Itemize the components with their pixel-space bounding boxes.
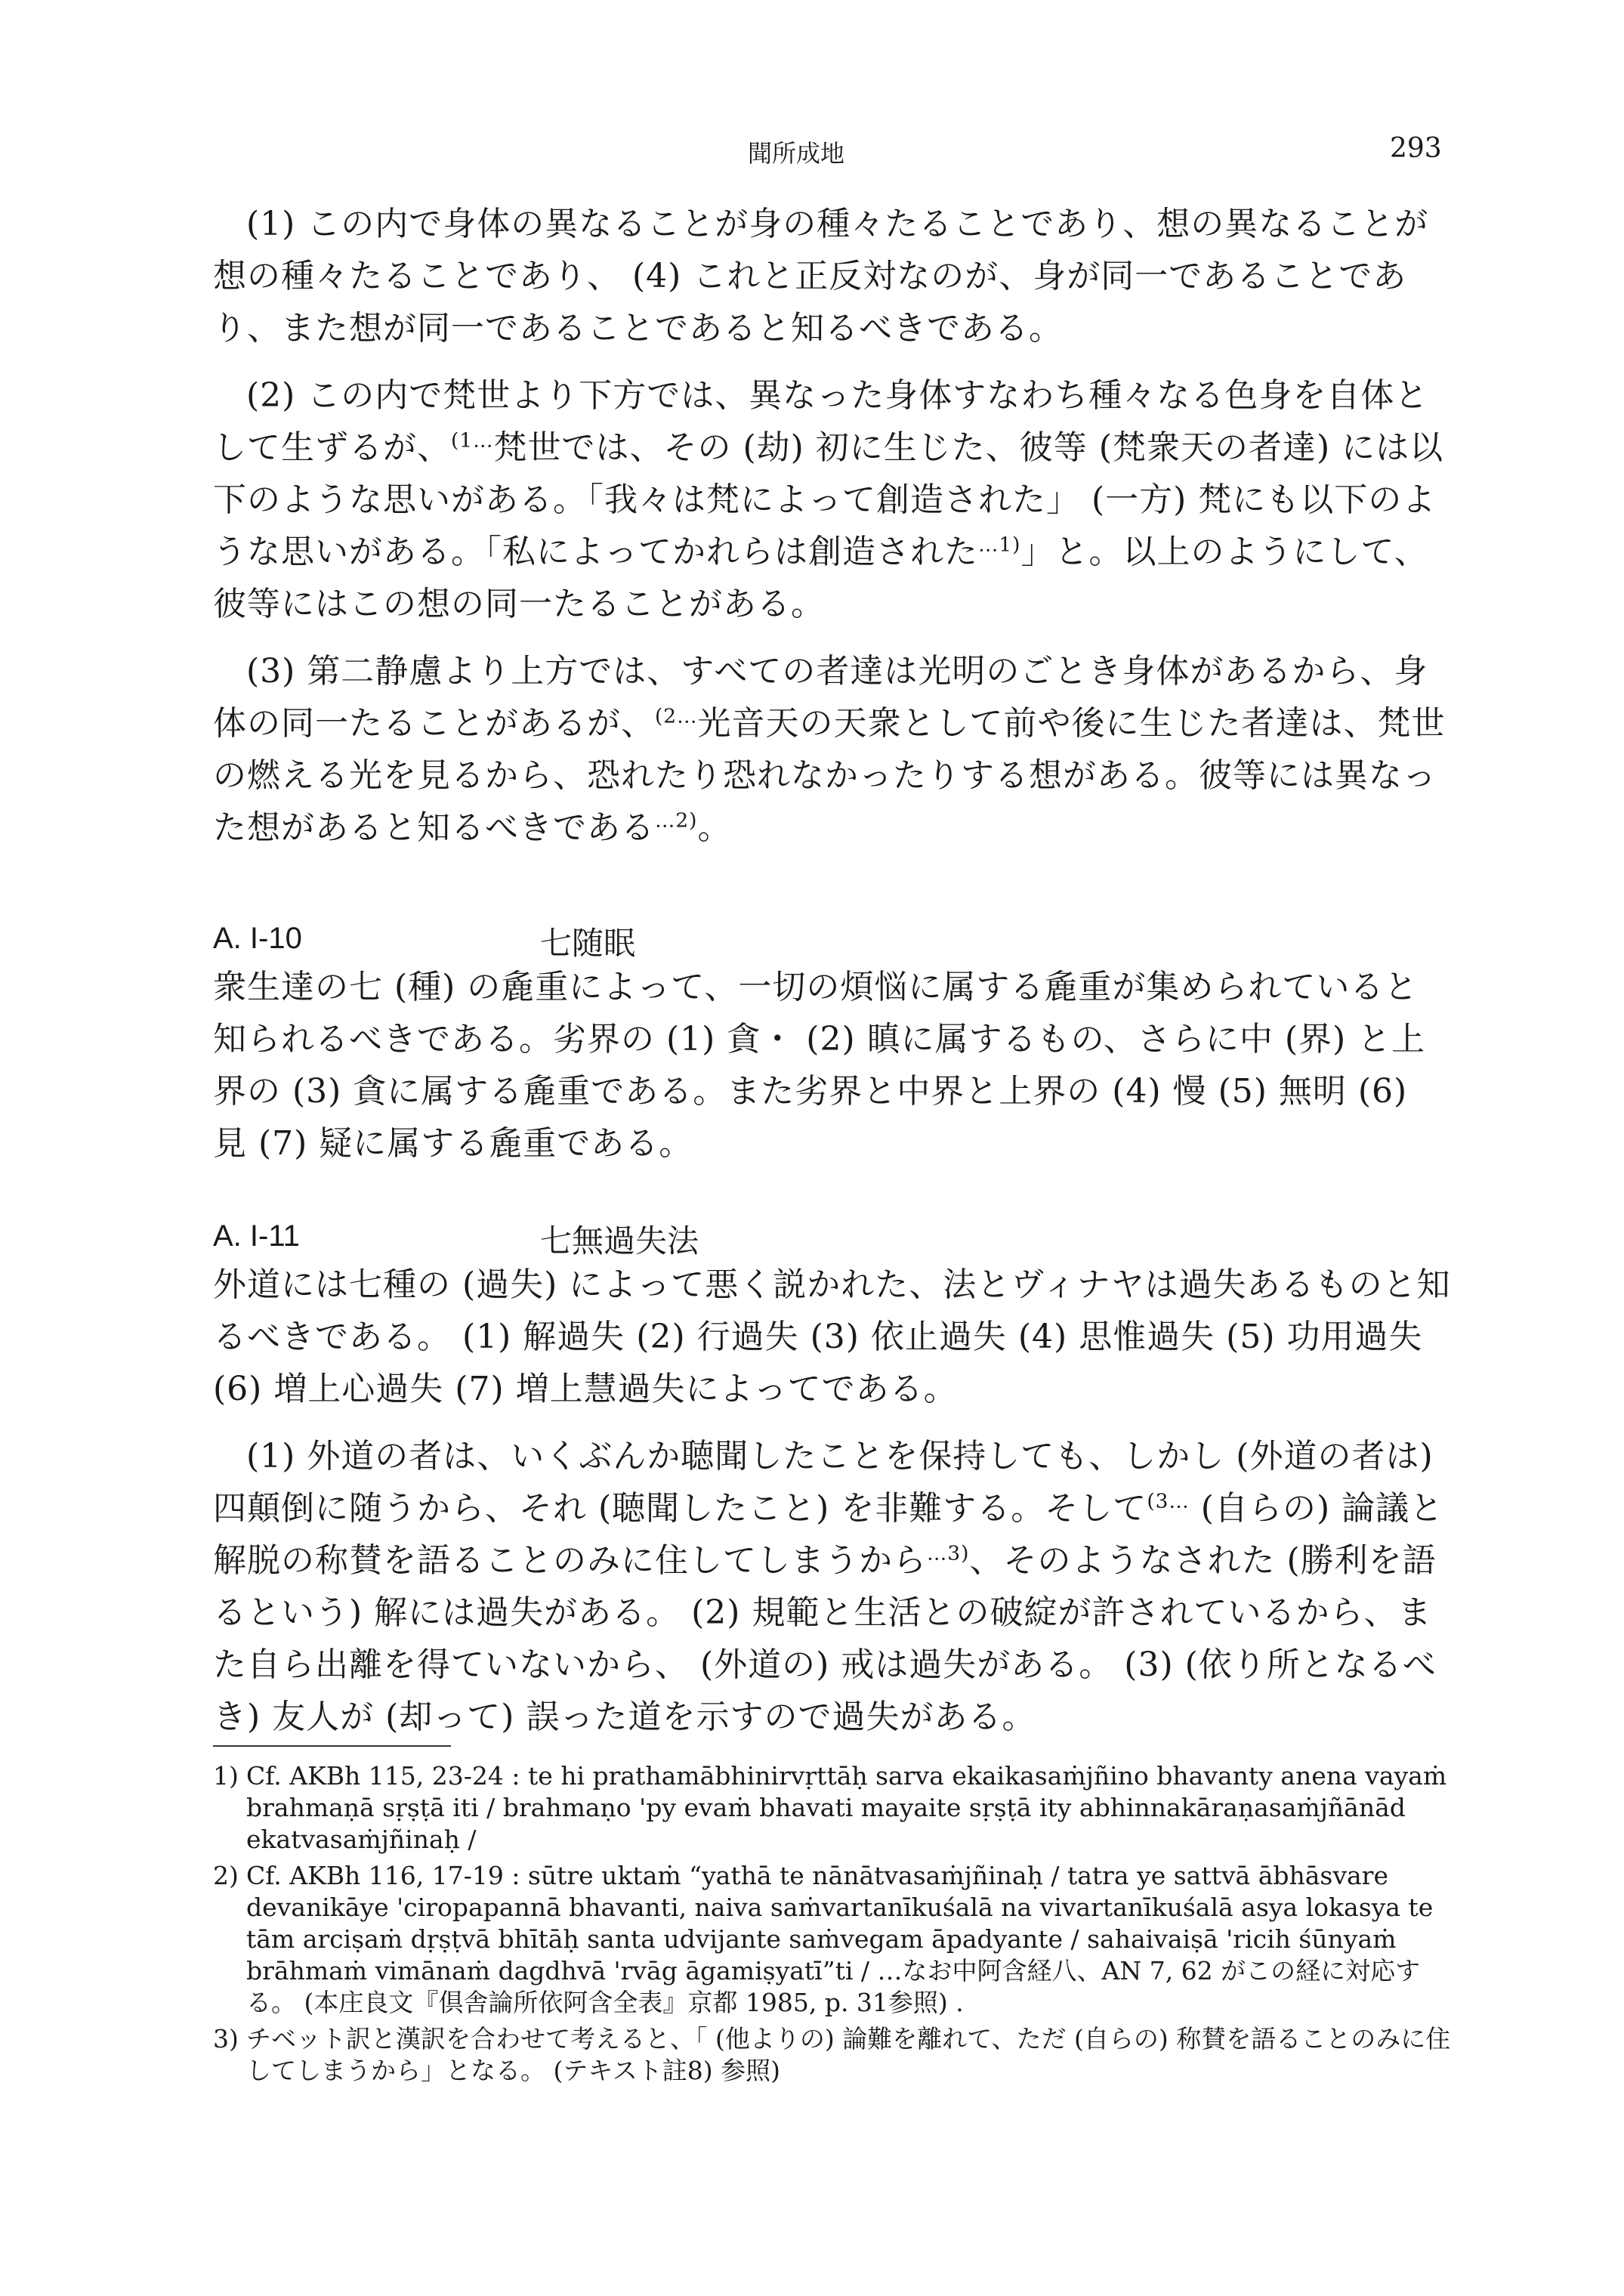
note-marker: …1) [978,533,1021,557]
paragraph: 外道には七種の (過失) によって悪く説かれた、法とヴィナヤは過失あるものと知るべきである。 (1) 解過失 (2) 行過失 (3) 依止過失 (4) 思惟過失 (5) 功用過失 (6) 増上心過失 (7) 増上慧過失によってである。 [213,1265,1451,1408]
paragraph [213,645,1452,854]
section-title: 七無過失法 [540,1222,699,1259]
footnote-number: 2) [213,1861,239,1890]
footnote [213,1760,1456,1856]
note-marker: (1… [451,428,494,453]
paragraph: 衆生達の七 (種) の麁重によって、一切の煩悩に属する麁重が集められていると知られるべきである。劣界の (1) 貪・ (2) 瞋に属するもの、さらに中 (界) と上界の (3) 貪に属する麁重である。また劣界と中界と上界の (4) 慢 (5) 無明 (6) 見 (7) 疑に属する麁重である。 [213,968,1426,1163]
paragraph [213,369,1452,630]
paragraph [213,1430,1452,1743]
text: 光音天の天衆として前や後に生じた者達は、梵世の燃える光を見るから、恐れたり恐れなかったりする想がある。彼等には異なった想があると知るべきである [213,704,1446,847]
footnote-text: Cf. AKBh 115, 23-24 : te hi prathamābhinirvṛttāḥ sarva ekaikasaṁjñino bhavanty anena vayaṁ brahmaṇā sṛṣṭā iti / brahmaṇo 'py evaṁ bhavati mayaite sṛṣṭā ity abhinnakāraṇasaṁjñānād ekatvasaṁjñinaḥ / [246,1761,1447,1854]
section-11-text [213,1259,1452,1758]
text: (1) 外道の者は、いくぶんか聴聞したことを保持しても、しかし (外道の者は) 四顛倒に随うから、それ (聴聞したこと) を非難する。そして [213,1437,1434,1528]
footnote [213,1860,1456,2019]
section-title: 七随眠 [540,925,636,962]
footnote-text: Cf. AKBh 116, 17-19 : sūtre uktaṁ “yathā te nānātvasaṁjñinaḥ / tatra ye sattvā ābhāsvare devanikāye 'ciropapannā bhavanti, naiva saṁvartanīkuśalā na vivartanīkuśalā asya lokasya te tām arciṣaṁ dṛṣṭvā bhītāḥ santa udvijante saṁvegam āpadyante / sahaivaiṣā 'ricih śūnyaṁ brāhmaṁ vimānaṁ dagdhvā 'rvāg āgamiṣyatī”ti / …なお中阿含経八、AN 7, 62 がこの経に対応する。 (本庄良文『倶舎論所依阿含全表』京都 1985, p. 31参照) . [246,1861,1434,2017]
note-marker: (2… [655,704,698,728]
section-id: A. I-11 [213,1219,300,1253]
note-marker: …2) [655,808,698,833]
text: (3) 第二静慮より上方では、すべての者達は光明のごとき身体があるから、身体の同一たることがあるが、 [213,652,1428,743]
paragraph: (1) この内で身体の異なることが身の種々たることであり、想の異なることが想の種々たることであり、 (4) これと正反対なのが、身が同一であることであり、また想が同一であることであると知るべきである。 [213,205,1429,348]
footnote-number: 1) [213,1761,239,1791]
note-marker: …3) [927,1541,970,1565]
intro-text [213,198,1452,869]
footnote-number: 3) [213,2024,239,2053]
header-title: 聞所成地 [748,139,845,168]
text: 。 [697,808,732,847]
footnote-rule [213,1745,451,1747]
text: 梵世では、その (劫) 初に生じた、彼等 (梵衆天の者達) には以下のような思いがある。「我々は梵によって創造された」 (一方) 梵にも以下のような思いがある。「私によってかれらは創造された [213,428,1444,571]
footnotes [213,1760,1456,2091]
footnote-text: チベット訳と漢訳を合わせて考えると、「 (他よりの) 論難を離れて、ただ (自らの) 称賛を語ることのみに住してしまうから」となる。 (テキスト註8) 参照) [246,2024,1451,2085]
note-marker: (3… [1147,1489,1190,1513]
page-number: 293 [1390,133,1442,164]
text: (自らの) 論議と解脱の称賛を語ることのみに住してしまうから [213,1489,1444,1580]
text: (2) この内で梵世より下方では、異なった身体すなわち種々なる色身を自体として生ずるが、 [213,376,1429,467]
section-id: A. I-10 [213,922,302,955]
section-10-text [213,961,1452,1185]
footnote [213,2023,1456,2087]
text: 」と。以上のようにして、彼等にはこの想の同一たることがある。 [213,533,1428,623]
text: 、そのようなされた (勝利を語るという) 解には過失がある。 (2) 規範と生活との破綻が許されているから、また自ら出離を得ていないから、 (外道の) 戒は過失がある。 (3) (依り所となるべき) 友人が (却って) 誤った道を示すので過失がある。 [213,1541,1437,1736]
